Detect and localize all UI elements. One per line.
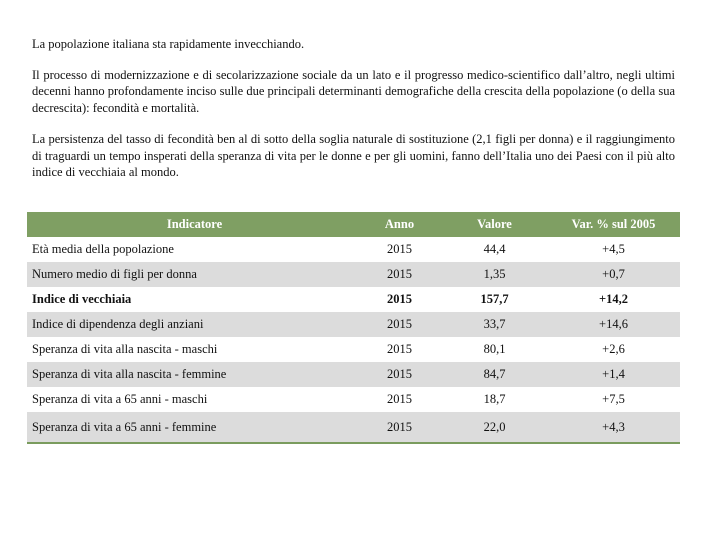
cell-variazione: +2,6 (602, 342, 625, 356)
table-body (27, 237, 680, 443)
cell-anno: 2015 (387, 242, 412, 256)
cell-indicatore: Speranza di vita a 65 anni - maschi (32, 392, 208, 406)
header-variazione: Var. % sul 2005 (547, 212, 680, 237)
cell-variazione: +14,2 (599, 292, 628, 306)
cell-valore: 18,7 (483, 392, 506, 406)
cell-variazione: +4,3 (547, 412, 680, 443)
cell-variazione: +0,7 (547, 262, 680, 287)
cell-anno: 2015 (387, 392, 412, 406)
cell-valore: 157,7 (480, 292, 509, 306)
cell-anno: 2015 (357, 362, 442, 387)
cell-indicatore: Speranza di vita a 65 anni - femmine (27, 412, 357, 443)
table-header-row (27, 212, 680, 237)
table-row (27, 387, 680, 412)
cell-variazione: +14,6 (547, 312, 680, 337)
table-row (27, 312, 680, 337)
cell-indicatore: Speranza di vita alla nascita - maschi (32, 342, 218, 356)
table-row (27, 237, 680, 262)
cell-indicatore: Età media della popolazione (32, 242, 174, 256)
header-indicatore: Indicatore (27, 212, 357, 237)
cell-indicatore: Numero medio di figli per donna (27, 262, 357, 287)
header-valore: Valore (442, 212, 547, 237)
cell-valore: 80,1 (483, 342, 506, 356)
cell-valore: 44,4 (483, 242, 506, 256)
table-row (27, 337, 680, 362)
cell-indicatore: Indice di dipendenza degli anziani (27, 312, 357, 337)
table-row (27, 362, 680, 387)
table-row (27, 287, 680, 312)
cell-anno: 2015 (357, 262, 442, 287)
cell-anno: 2015 (357, 412, 442, 443)
cell-indicatore: Speranza di vita alla nascita - femmine (27, 362, 357, 387)
cell-variazione: +4,5 (602, 242, 625, 256)
table-row (27, 412, 680, 443)
cell-valore: 1,35 (442, 262, 547, 287)
cell-valore: 84,7 (442, 362, 547, 387)
table-row (27, 262, 680, 287)
intro-paragraph-3: La persistenza del tasso di fecondità ben al di sotto della soglia naturale di sostituzione (2,1 figli per donna) e il raggiungimento di traguardi un tempo insperati della speranza di vita per le donne e per gli uomini, fanno dell’Italia uno dei Paesi con il più alto indice di vecchiaia al mondo. (32, 132, 675, 179)
indicators-table (27, 212, 680, 444)
cell-valore: 33,7 (442, 312, 547, 337)
cell-anno: 2015 (387, 292, 412, 306)
cell-anno: 2015 (387, 342, 412, 356)
cell-variazione: +7,5 (602, 392, 625, 406)
cell-variazione: +1,4 (547, 362, 680, 387)
cell-valore: 22,0 (442, 412, 547, 443)
cell-anno: 2015 (357, 312, 442, 337)
cell-indicatore: Indice di vecchiaia (32, 292, 132, 306)
intro-paragraph-1: La popolazione italiana sta rapidamente invecchiando. (32, 37, 305, 51)
intro-paragraph-2: Il processo di modernizzazione e di secolarizzazione sociale da un lato e il progresso medico-scientifico dall’altro, negli ultimi decenni hanno profondamente inciso sulle due principali determinanti demografiche della crescita della popolazione (o della sua decrescita): fecondità e mortalità. (32, 67, 675, 115)
intro-text (32, 36, 675, 196)
header-anno: Anno (357, 212, 442, 237)
